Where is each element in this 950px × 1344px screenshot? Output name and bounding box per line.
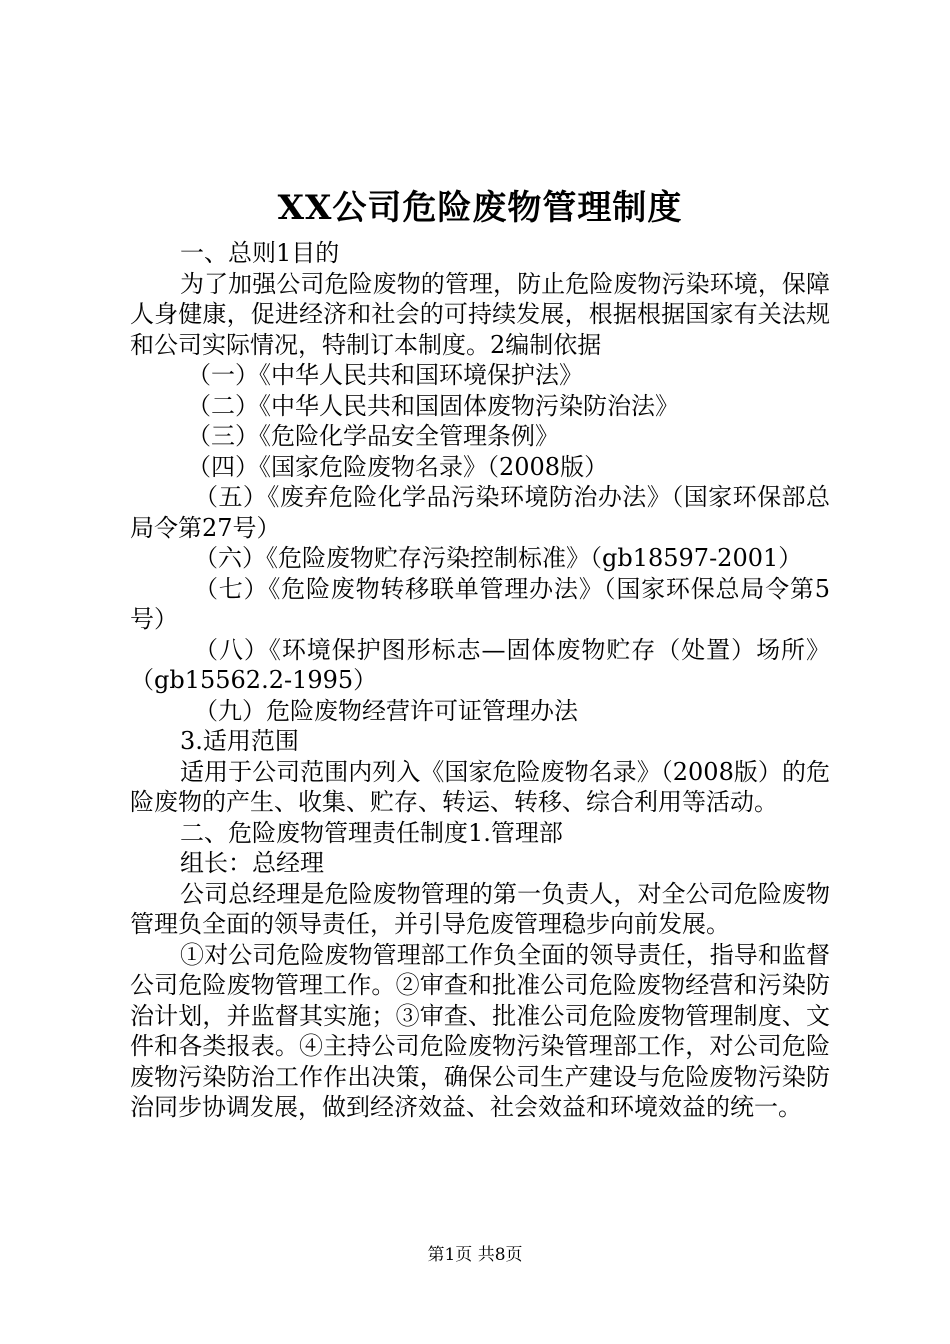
body-paragraph: 为了加强公司危险废物的管理，防止危险废物污染环境，保障人身健康，促进经济和社会的可持续发展，根据根据国家有关法规和公司实际情况，特制订本制度。2编制依据	[130, 269, 830, 359]
body-paragraph: 适用于公司范围内列入《国家危险废物名录》（2008版）的危险废物的产生、收集、贮存、转运、转移、综合利用等活动。	[130, 757, 830, 816]
list-item: （三）《危险化学品安全管理条例》	[187, 422, 559, 450]
list-item: （八）《环境保护图形标志—固体废物贮存（处置）场所》（gb15562.2-1995）	[130, 635, 830, 694]
list-item: （九）危险废物经营许可证管理办法	[194, 696, 578, 725]
document-page	[130, 180, 830, 1123]
list-item: （七）《危险废物转移联单管理办法》（国家环保总局令第5号）	[130, 574, 830, 633]
list-item: （六）《危险废物贮存污染控制标准》（gb18597-2001）	[194, 544, 803, 572]
body-paragraph: ①对公司危险废物管理部工作负全面的领导责任，指导和监督公司危险废物管理工作。②审查和批准公司危险废物经营和污染防治计划，并监督其实施；③审查、批准公司危险废物管理制度、文件和各类报表。④主持公司危险废物污染管理部工作，对公司危险废物污染防治工作作出决策，确保公司生产建设与危险废物污染防治同步协调发展，做到经济效益、社会效益和环境效益的统一。	[130, 940, 830, 1121]
list-item: （五）《废弃危险化学品污染环境防治办法》（国家环保部总局令第27号）	[130, 483, 830, 542]
list-item: （二）《中华人民共和国固体废物污染防治法》	[187, 391, 679, 420]
section-heading: 二、危险废物管理责任制度1.管理部	[180, 818, 563, 847]
section-heading: 一、总则1目的	[180, 239, 340, 267]
list-item: （四）《国家危险废物名录》（2008版）	[187, 452, 609, 481]
body-paragraph: 公司总经理是危险废物管理的第一负责人，对全公司危险废物管理负全面的领导责任，并引导危废管理稳步向前发展。	[130, 879, 830, 938]
page-footer: 第1页 共8页	[427, 1245, 523, 1265]
body-paragraph: 组长：总经理	[180, 849, 324, 877]
list-item: （一）《中华人民共和国环境保护法》	[187, 361, 583, 389]
section-heading: 3.适用范围	[180, 727, 299, 755]
document-title: XX公司危险废物管理制度	[277, 188, 683, 228]
